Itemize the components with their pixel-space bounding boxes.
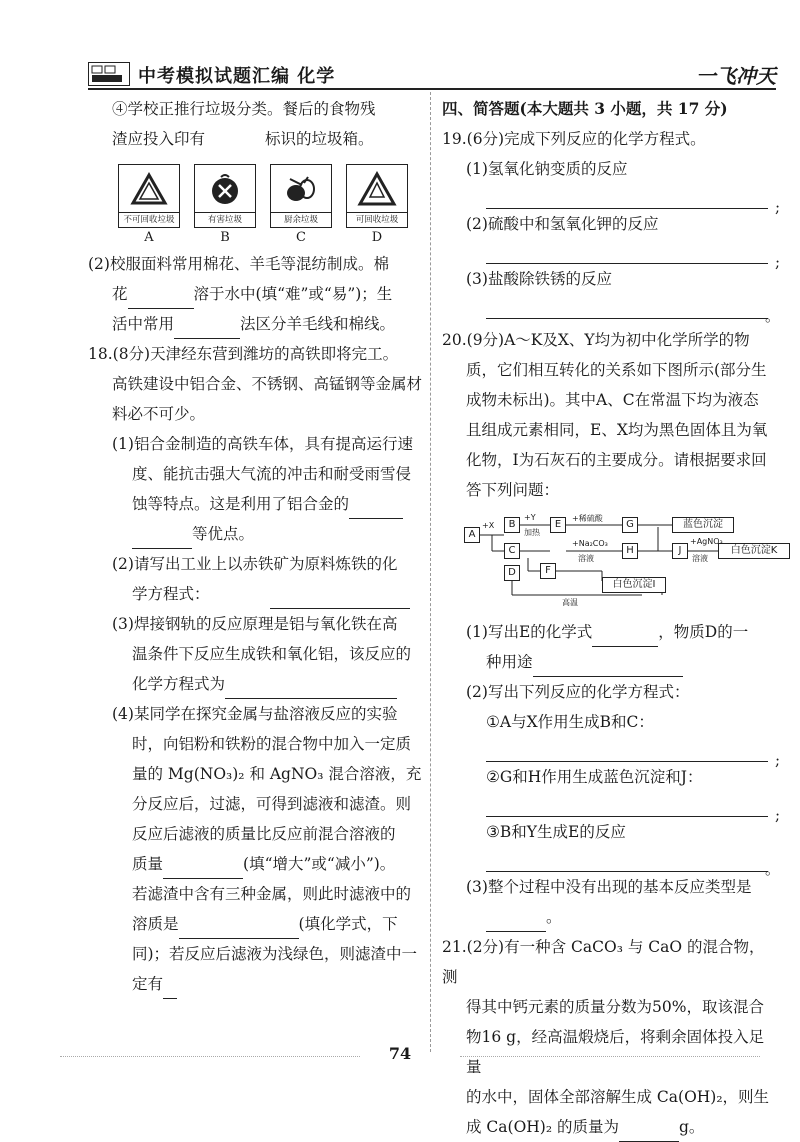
q17-2-line1: (2)校服面料常用棉花、羊毛等混纺制成。棉: [88, 255, 389, 273]
q20-3: (3)整个过程中没有出现的基本反应类型是: [466, 878, 752, 896]
q18-4-line6: 质量 (填“增大”或“减小”)。: [88, 849, 422, 879]
q18-4-line5: 反应后滤液的质量比反应前混合溶液的: [132, 825, 396, 843]
q20-line1: 20.(9分)A～K及X、Y均为初中化学所学的物: [442, 331, 750, 349]
right-column: [442, 94, 778, 1142]
q18-1-line1: (1)铝合金制造的高铁车体，具有提高运行速: [112, 435, 413, 453]
q20-line5: 化物，I为石灰石的主要成分。请根据要求回: [466, 451, 767, 469]
q18-intro-1: 18.(8分)天津经东营到潍坊的高铁即将完工。: [88, 345, 399, 363]
q20-line6: 答下列问题：: [466, 481, 560, 499]
q18-4-line9: 同)；若反应后滤液为浅绿色，则滤渣中一: [132, 945, 418, 963]
q19-stem: 19.(6分)完成下列反应的化学方程式。: [442, 130, 706, 148]
header-rule: [88, 88, 776, 90]
q18-4-line8: 溶质是 (填化学式，下: [88, 909, 422, 939]
q20-line4: 且组成元素相同，E、X均为黑色固体且为氧: [466, 421, 768, 439]
q19-3-answer-line: 。: [486, 294, 768, 319]
q20-2: (2)写出下列反应的化学方程式：: [466, 683, 690, 701]
q19-1: (1)氢氧化钠变质的反应: [466, 160, 628, 178]
reaction-flow-diagram: A B C D E F G H J 蓝色沉淀 白色沉淀K 白色沉淀I +X +Y 加热 +稀硫酸 +Na₂CO₃ 溶液 +AgNO₃ 溶液 高温: [462, 513, 792, 613]
bin-c: 厨余垃圾: [270, 164, 332, 228]
q18-2-line1: (2)请写出工业上以赤铁矿为原料炼铁的化: [112, 555, 398, 573]
page-header: [88, 58, 776, 88]
result-white-precipitate-k: 白色沉淀K: [718, 543, 790, 559]
q18-3-line1: (3)焊接钢轨的反应原理是铝与氧化铁在高: [112, 615, 398, 633]
node-g: G: [622, 517, 638, 533]
q21-line3: 物16 g，经高温煅烧后，将剩余固体投入足量: [466, 1028, 765, 1076]
column-divider: [430, 92, 431, 1052]
recycle-icon: [356, 171, 398, 207]
q17-2-line2: 花 溶于水中(填“难”或“易”)；生: [88, 279, 422, 309]
result-white-precipitate-i: 白色沉淀I: [602, 577, 666, 593]
q19-2: (2)硫酸中和氢氧化钾的反应: [466, 215, 659, 233]
q20-1-use: 种用途: [442, 647, 778, 677]
header-title: 中考模拟试题汇编 化学: [138, 66, 336, 87]
series-logo: [88, 62, 130, 86]
q18-intro-2: 高铁建设中铝合金、不锈钢、高锰钢等金属材: [112, 375, 423, 393]
food-waste-icon: [280, 171, 322, 207]
q20-2-2: ②G和H作用生成蓝色沉淀和J：: [486, 768, 703, 786]
q21-line5: 成 Ca(OH)₂ 的质量为 g。: [442, 1112, 778, 1142]
q18-3-line2: 温条件下反应生成铁和氧化铝，该反应的: [132, 645, 412, 663]
q17-2-line3: 活中常用 法区分羊毛线和棉线。: [88, 309, 422, 339]
node-h: H: [622, 543, 638, 559]
q21-line1: 21.(2分)有一种含 CaCO₃ 与 CaO 的混合物，测: [442, 938, 765, 986]
q19-2-answer-line: ;: [486, 239, 768, 264]
page-number: 74: [388, 1044, 412, 1063]
q17-item4-line1: ④学校正推行垃圾分类。餐后的食物残: [112, 100, 376, 118]
node-d: D: [504, 565, 520, 581]
q17-item4-line2: 渣应投入印有 标识的垃圾箱。: [112, 130, 374, 148]
q21-line4: 的水中，固体全部溶解生成 Ca(OH)₂，则生: [466, 1088, 770, 1106]
q18-4-line10: 定有: [88, 969, 422, 999]
bin-letters: A B C D: [144, 230, 383, 245]
node-b: B: [504, 517, 520, 533]
q20-2-1: ①A与X作用生成B和C：: [486, 713, 654, 731]
q18-1-line2: 度、能抗击强大气流的冲击和耐受雨雪侵: [132, 465, 412, 483]
node-c: C: [504, 543, 520, 559]
q18-4-line4: 分反应后，过滤，可得到滤液和滤渣。则: [132, 795, 412, 813]
q20-2-1-answer-line: ;: [486, 737, 768, 762]
node-e: E: [550, 517, 566, 533]
node-j: J: [672, 543, 688, 559]
q21-line2: 得其中钙元素的质量分数为50%，取该混合: [466, 998, 764, 1016]
q18-2-line2: 学方程式：: [88, 579, 422, 609]
q20-2-3-answer-line: 。: [486, 847, 768, 872]
bin-a: 不可回收垃圾: [118, 164, 180, 228]
result-blue-precipitate: 蓝色沉淀: [672, 517, 734, 533]
q18-4-line7: 若滤渣中含有三种金属，则此时滤液中的: [132, 885, 412, 903]
trash-bin-options: [118, 164, 422, 228]
node-f: F: [540, 563, 556, 579]
q20-3-answer: 。: [442, 902, 778, 932]
hazard-icon: [204, 171, 246, 207]
q20-line2: 质，它们相互转化的关系如下图所示(部分生: [466, 361, 767, 379]
left-column: [88, 94, 422, 999]
q20-2-3: ③B和Y生成E的反应: [486, 823, 626, 841]
bin-b: 有害垃圾: [194, 164, 256, 228]
q18-4-line2: 时，向铝粉和铁粉的混合物中加入一定质: [132, 735, 412, 753]
q20-2-2-answer-line: ;: [486, 792, 768, 817]
node-a: A: [464, 527, 480, 543]
recycle-icon: [128, 171, 170, 207]
q18-1-line4: 等优点。: [88, 519, 422, 549]
q18-3-line3: 化学方程式为: [88, 669, 422, 699]
q19-1-answer-line: ;: [486, 184, 768, 209]
q20-1: (1)写出E的化学式 ，物质D的一: [442, 617, 778, 647]
q18-intro-3: 料必不可少。: [112, 405, 206, 423]
q19-3: (3)盐酸除铁锈的反应: [466, 270, 612, 288]
q18-1-line3: 蚀等特点。这是利用了铝合金的: [88, 489, 422, 519]
q20-line3: 成物未标出)。其中A、C在常温下均为液态: [466, 391, 759, 409]
bin-d: 可回收垃圾: [346, 164, 408, 228]
q18-4-line3: 量的 Mg(NO₃)₂ 和 AgNO₃ 混合溶液，充: [132, 765, 422, 783]
q18-4-line1: (4)某同学在探究金属与盐溶液反应的实验: [112, 705, 398, 723]
header-brand: 一飞冲天: [696, 64, 776, 88]
section-heading: 四、简答题(本大题共 3 小题，共 17 分): [442, 99, 728, 118]
